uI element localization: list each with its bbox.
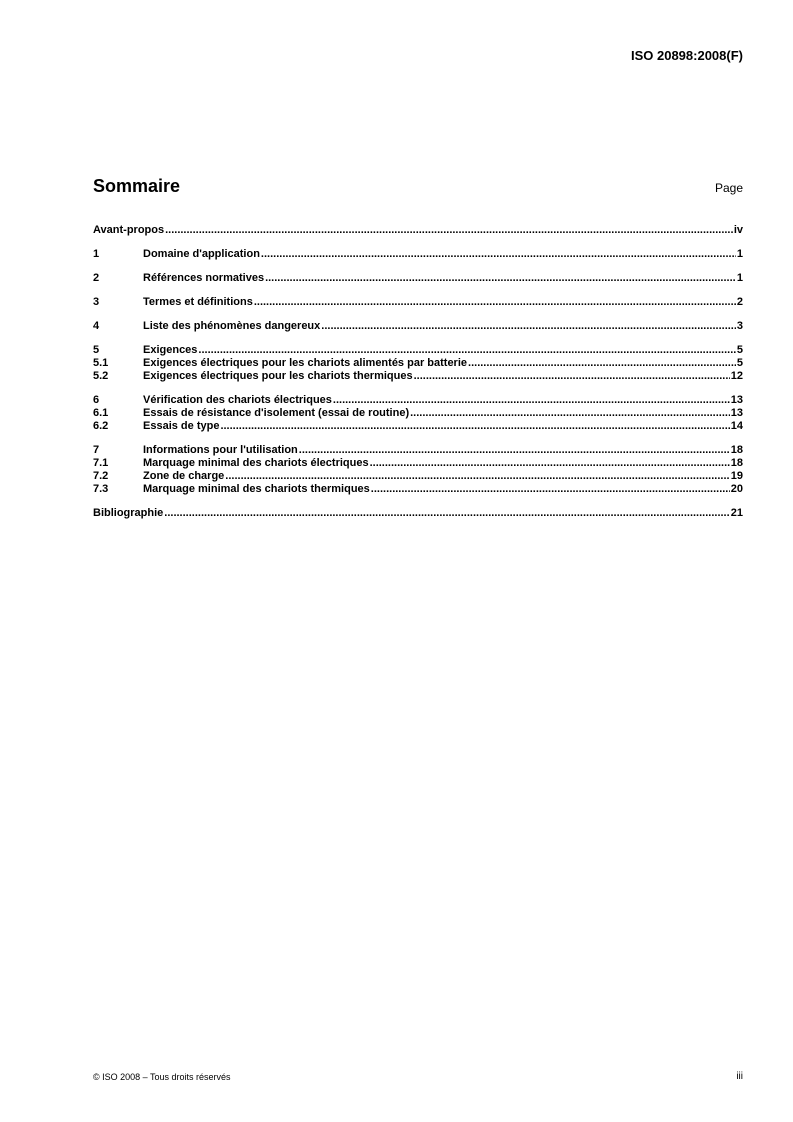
toc-entry[interactable] <box>93 394 743 407</box>
toc-entry-number: 6.1 <box>93 407 109 419</box>
toc-entry-page: 3 <box>736 320 743 332</box>
toc-entry[interactable] <box>93 457 743 470</box>
toc-entry-label: Bibliographie <box>93 507 164 519</box>
toc-entry-label: Liste des phénomènes dangereux <box>143 320 321 332</box>
toc-entry[interactable] <box>93 470 743 483</box>
toc-dot-leader <box>410 407 730 420</box>
toc-entry-number: 7 <box>93 444 100 456</box>
toc-entry-number: 5 <box>93 344 100 356</box>
toc-entry[interactable] <box>93 370 743 383</box>
toc-dot-leader <box>254 296 736 309</box>
toc-entry-label: Essais de résistance d'isolement (essai de routine) <box>143 407 410 419</box>
toc-entry[interactable] <box>93 224 743 237</box>
toc-dot-leader <box>261 248 736 261</box>
toc-entry-label: Informations pour l'utilisation <box>143 444 298 456</box>
toc-entry-number: 5.2 <box>93 370 109 382</box>
toc-entry-number: 6 <box>93 394 100 406</box>
toc-dot-leader <box>371 483 730 496</box>
toc-dot-leader <box>414 370 730 383</box>
toc-dot-leader <box>220 420 729 433</box>
toc-dot-leader <box>333 394 730 407</box>
toc-entry-label: Termes et définitions <box>143 296 253 308</box>
toc-entry[interactable] <box>93 296 743 309</box>
toc-entry-page: 13 <box>730 394 743 406</box>
toc-entry-page: 5 <box>736 357 743 369</box>
footer-copyright: © ISO 2008 – Tous droits réservés <box>93 1072 231 1082</box>
toc-entry-number: 7.2 <box>93 470 109 482</box>
footer-page-number: iii <box>736 1071 743 1082</box>
toc-entry-number: 3 <box>93 296 100 308</box>
toc-entry-label: Marquage minimal des chariots électriques <box>143 457 369 469</box>
toc-dot-leader <box>299 444 730 457</box>
toc-entry-number: 1 <box>93 248 100 260</box>
toc-entry-number: 4 <box>93 320 100 332</box>
toc-entry-number: 7.1 <box>93 457 109 469</box>
toc-entry-page: 5 <box>736 344 743 356</box>
toc-entry[interactable] <box>93 357 743 370</box>
toc-entry-label: Zone de charge <box>143 470 225 482</box>
toc-entry-page: 21 <box>730 507 743 519</box>
toc-dot-leader <box>265 272 736 285</box>
toc-entry-page: 18 <box>730 444 743 456</box>
toc-entry-label: Domaine d'application <box>143 248 260 260</box>
toc-dot-leader <box>468 357 736 370</box>
toc-dot-leader <box>164 507 729 520</box>
toc-entry-page: 12 <box>730 370 743 382</box>
toc-entry-label: Avant-propos <box>93 224 165 236</box>
toc-entry-label: Exigences électriques pour les chariots thermiques <box>143 370 413 382</box>
toc-entry-label: Vérification des chariots électriques <box>143 394 332 406</box>
page-column-label: Page <box>714 181 743 195</box>
toc-entry-page: 20 <box>730 483 743 495</box>
toc-entry-label: Exigences <box>143 344 198 356</box>
toc-dot-leader <box>198 344 735 357</box>
toc-entry-label: Essais de type <box>143 420 220 432</box>
toc-header <box>93 176 743 197</box>
toc-entry-page: 19 <box>730 470 743 482</box>
toc-dot-leader <box>370 457 730 470</box>
table-of-contents <box>93 224 743 520</box>
toc-entry-number: 2 <box>93 272 100 284</box>
toc-entry-page: 14 <box>730 420 743 432</box>
toc-dot-leader <box>321 320 736 333</box>
toc-dot-leader <box>225 470 729 483</box>
toc-entry[interactable] <box>93 407 743 420</box>
toc-entry-page: 2 <box>736 296 743 308</box>
toc-title: Sommaire <box>93 176 181 196</box>
toc-dot-leader <box>165 224 733 237</box>
toc-entry-number: 6.2 <box>93 420 109 432</box>
toc-entry-page: 13 <box>730 407 743 419</box>
toc-entry-page: 1 <box>736 248 743 260</box>
toc-entry-label: Références normatives <box>143 272 265 284</box>
toc-entry[interactable] <box>93 320 743 333</box>
toc-entry-number: 7.3 <box>93 483 109 495</box>
toc-entry-page: 18 <box>730 457 743 469</box>
toc-entry-number: 5.1 <box>93 357 109 369</box>
toc-entry-page: 1 <box>736 272 743 284</box>
toc-entry[interactable] <box>93 483 743 496</box>
toc-entry-label: Marquage minimal des chariots thermiques <box>143 483 370 495</box>
toc-entry[interactable] <box>93 344 743 357</box>
toc-entry-label: Exigences électriques pour les chariots alimentés par batterie <box>143 357 468 369</box>
toc-entry[interactable] <box>93 248 743 261</box>
toc-entry[interactable] <box>93 272 743 285</box>
toc-entry-page: iv <box>733 224 743 236</box>
toc-entry[interactable] <box>93 420 743 433</box>
toc-entry[interactable] <box>93 444 743 457</box>
document-id: ISO 20898:2008(F) <box>630 48 743 63</box>
toc-entry[interactable] <box>93 507 743 520</box>
